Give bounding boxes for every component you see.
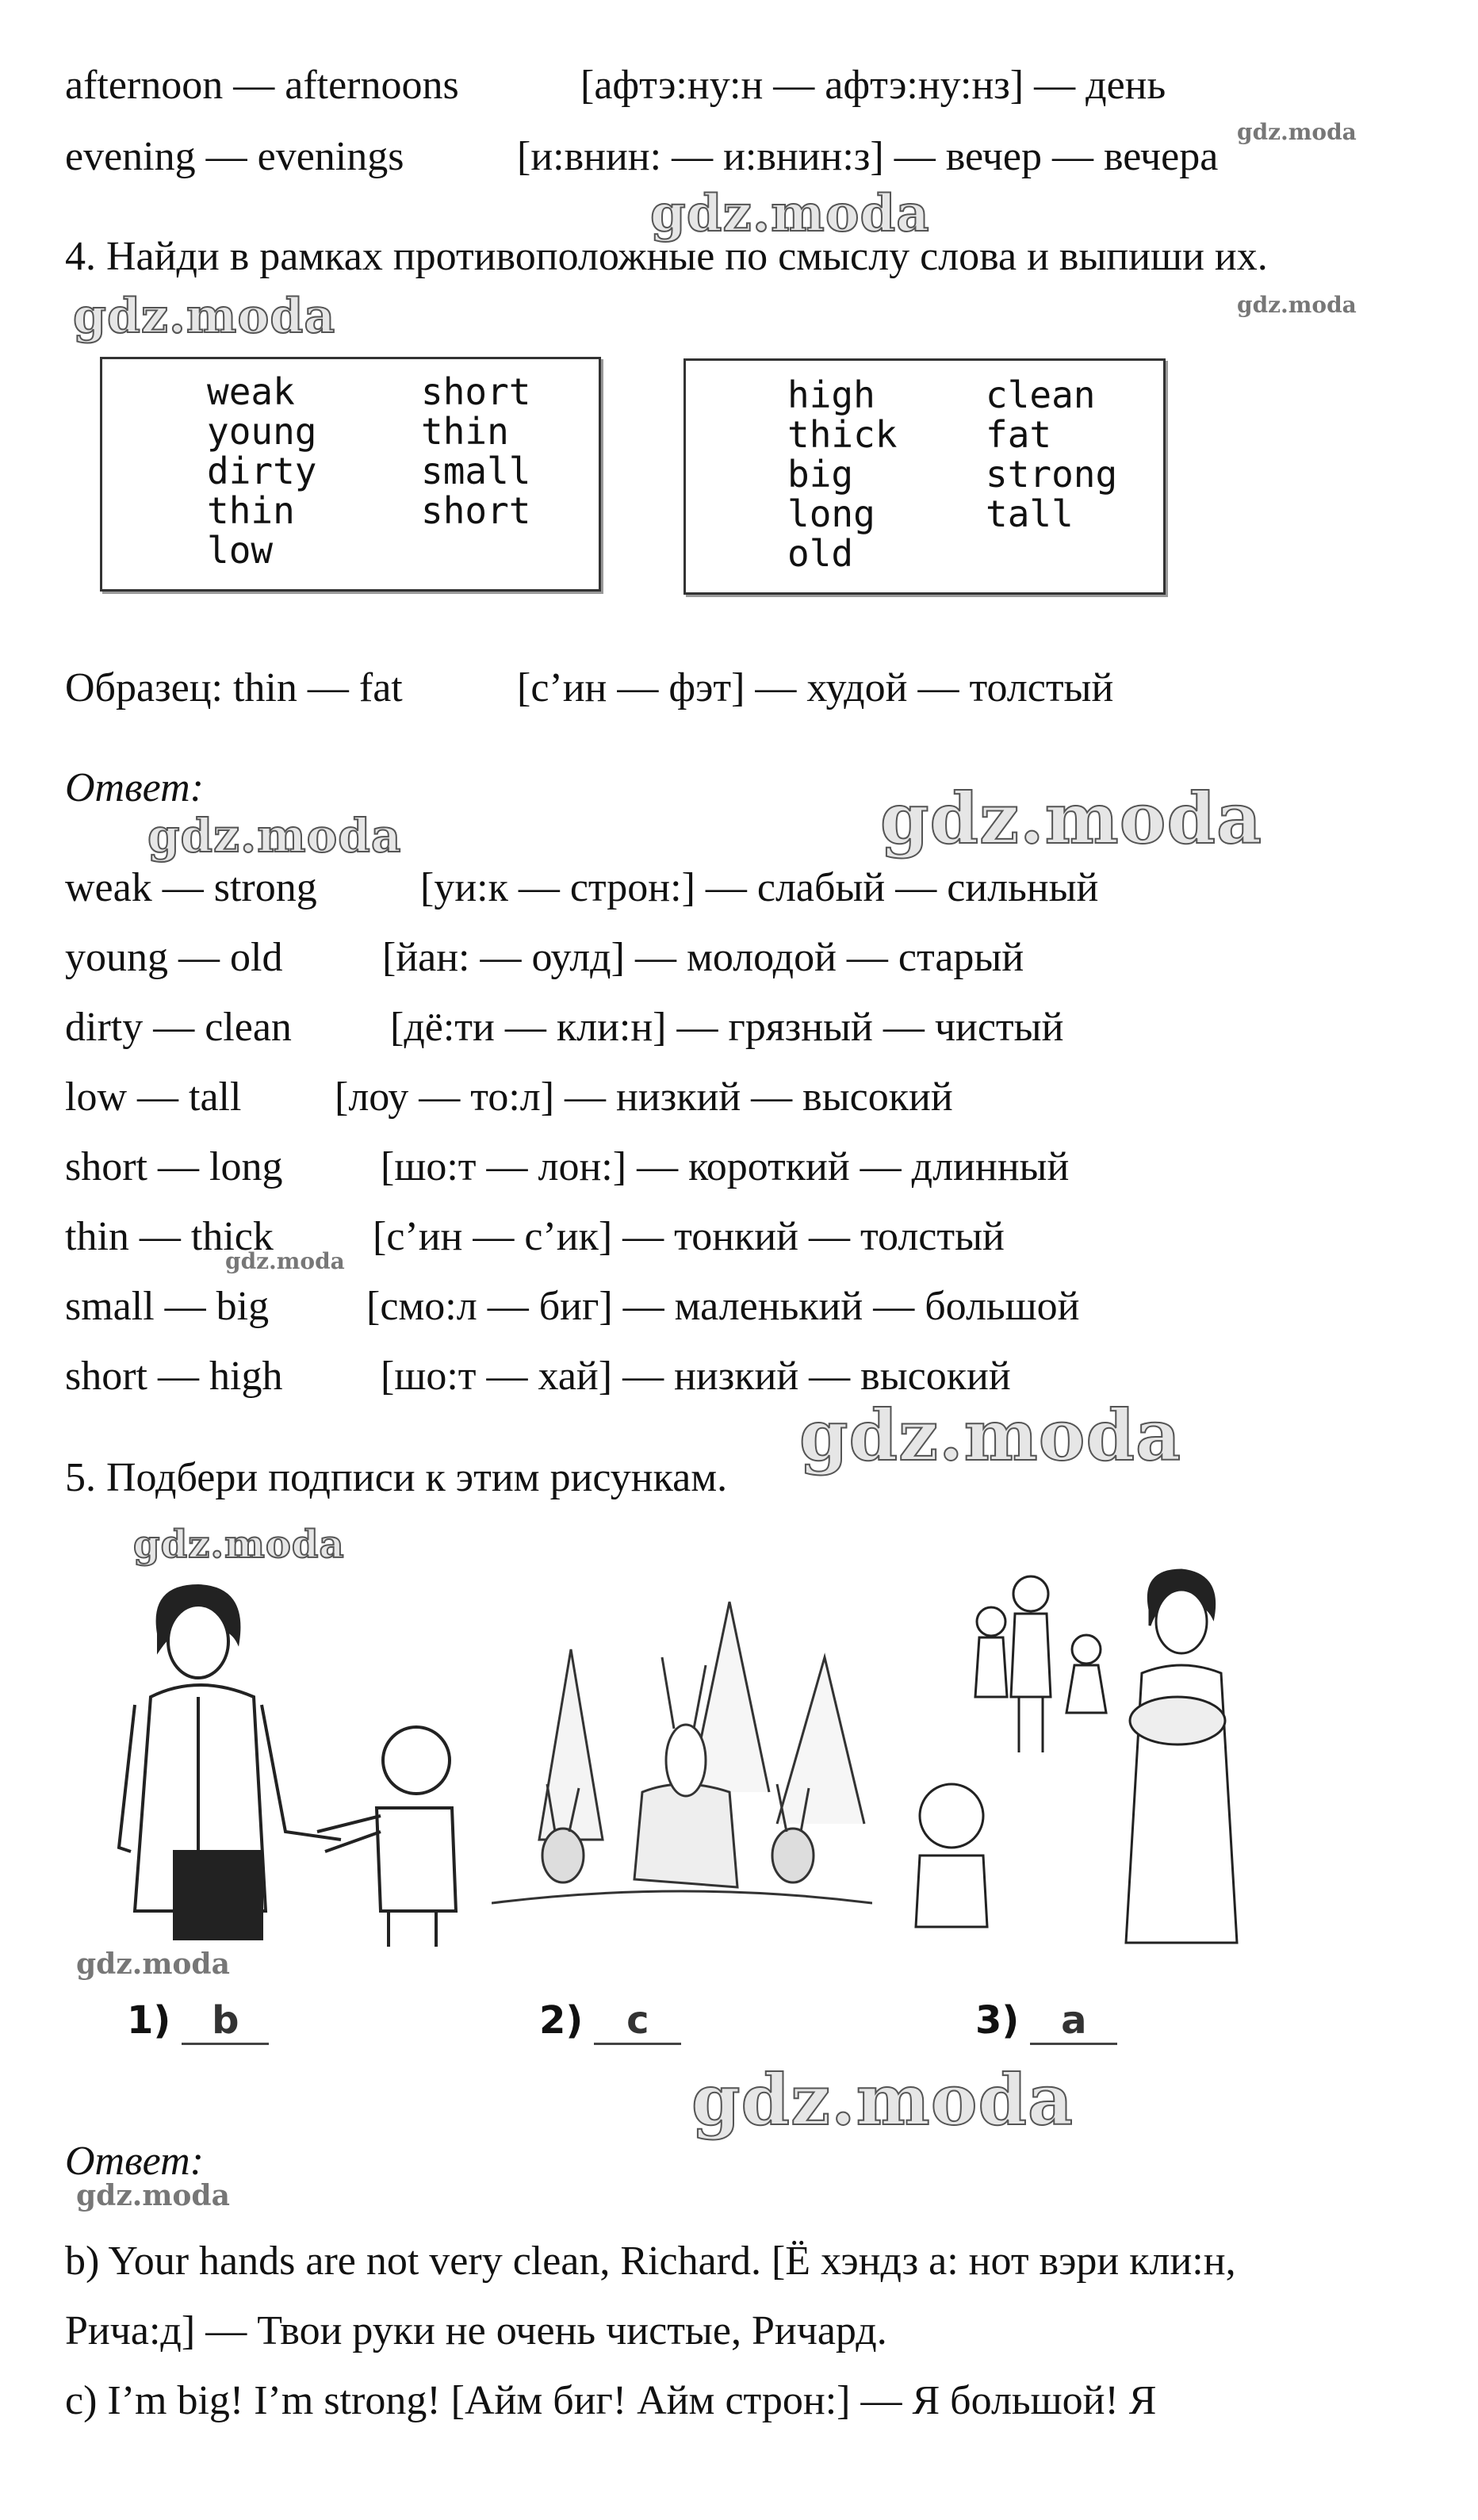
intro-word: afternoon — afternoons (65, 63, 459, 108)
box-word: tall (986, 492, 1074, 535)
caption-1 (127, 1998, 269, 2045)
answer-word: thin — thick (65, 1214, 274, 1259)
answer-word: short — high (65, 1354, 283, 1399)
box-word: thin (421, 410, 509, 453)
answer-transcription: [смо:л — биг] — маленький — большой (366, 1284, 1080, 1329)
answer-transcription: [с’ин — с’ик] — тонкий — толстый (373, 1214, 1005, 1259)
caption-2 (539, 1998, 681, 2045)
box-word: low (207, 529, 274, 572)
word-box-2 (683, 358, 1166, 595)
answer-word: low — tall (65, 1074, 242, 1120)
example-word: Образец: thin — fat (65, 665, 403, 710)
watermark: gdz.moda (76, 2179, 230, 2212)
watermark: gdz.moda (133, 1522, 345, 1567)
answer-line: b) Your hands are not very clean, Richard. [Ё хэндз а: нот вэри кли:н, (65, 2239, 1236, 2284)
task4-title: 4. Найди в рамках противоположные по смыслу слова и выпиши их. (65, 234, 1268, 279)
box-word: short (421, 370, 531, 413)
answer-transcription: [шо:т — лон:] — короткий — длинный (381, 1144, 1070, 1189)
box-word: fat (986, 413, 1052, 456)
watermark: gdz.moda (650, 184, 930, 243)
answer-transcription: [дё:ти — кли:н] — грязный — чистый (390, 1005, 1064, 1050)
answer-word: short — long (65, 1144, 283, 1189)
caption-number: 3) (975, 1998, 1020, 2043)
box-word: short (421, 489, 531, 532)
task5-title: 5. Подбери подписи к этим рисункам. (65, 1455, 728, 1500)
watermark: gdz.moda (1237, 119, 1357, 145)
caption-3 (975, 1998, 1117, 2045)
box-word: dirty (207, 450, 317, 492)
answer-label-2: Ответ: (65, 2139, 204, 2184)
watermark: gdz.moda (147, 809, 402, 863)
box-word: thick (787, 413, 898, 456)
watermark: gdz.moda (799, 1394, 1182, 1476)
caption-number: 2) (539, 1998, 584, 2043)
word-box-1 (100, 357, 601, 592)
box-word: clean (986, 373, 1096, 416)
box-word: long (787, 492, 875, 535)
box-word: small (421, 450, 531, 492)
intro-word: evening — evenings (65, 134, 404, 179)
picture-mother-and-children (904, 1562, 1277, 1959)
answer-transcription: [уи:к — строн:] — слабый — сильный (420, 865, 1099, 910)
watermark: gdz.moda (73, 289, 336, 344)
example-transcription: [с’ин — фэт] — худой — толстый (517, 665, 1114, 710)
answer-line: Рича:д] — Твои руки не очень чистые, Ричард. (65, 2308, 887, 2353)
caption-number: 1) (127, 1998, 171, 2043)
caption-answer: b (182, 1998, 269, 2045)
answer-word: small — big (65, 1284, 270, 1329)
box-word: young (207, 410, 317, 453)
answer-line: c) I’m big! I’m strong! [Айм биг! Айм строн:] — Я большой! Я (65, 2378, 1157, 2423)
box-word: old (787, 532, 854, 575)
intro-transcription: [и:внин: — и:внин:з] — вечер — вечера (517, 134, 1219, 179)
box-word: strong (986, 453, 1118, 496)
answer-transcription: [йан: — оулд] — молодой — старый (382, 935, 1024, 980)
caption-answer: a (1030, 1998, 1117, 2045)
box-word: high (787, 373, 875, 416)
watermark: gdz.moda (225, 1248, 345, 1274)
answer-word: weak — strong (65, 865, 317, 910)
watermark: gdz.moda (1237, 292, 1357, 318)
answer-transcription: [шо:т — хай] — низкий — высокий (381, 1354, 1011, 1399)
box-word: weak (207, 370, 295, 413)
caption-answer: c (594, 1998, 681, 2045)
watermark: gdz.moda (691, 2059, 1074, 2141)
picture-rabbits-forest (492, 1586, 872, 1935)
answer-word: dirty — clean (65, 1005, 292, 1050)
box-word: thin (207, 489, 295, 532)
answer-word: young — old (65, 935, 283, 980)
watermark: gdz.moda (880, 777, 1263, 860)
box-word: big (787, 453, 854, 496)
intro-transcription: [афтэ:ну:н — афтэ:ну:нз] — день (580, 63, 1166, 108)
watermark: gdz.moda (76, 1947, 230, 1981)
answer-transcription: [лоу — то:л] — низкий — высокий (335, 1074, 953, 1120)
answer-label: Ответ: (65, 765, 204, 810)
picture-woman-and-boy (103, 1578, 476, 1951)
